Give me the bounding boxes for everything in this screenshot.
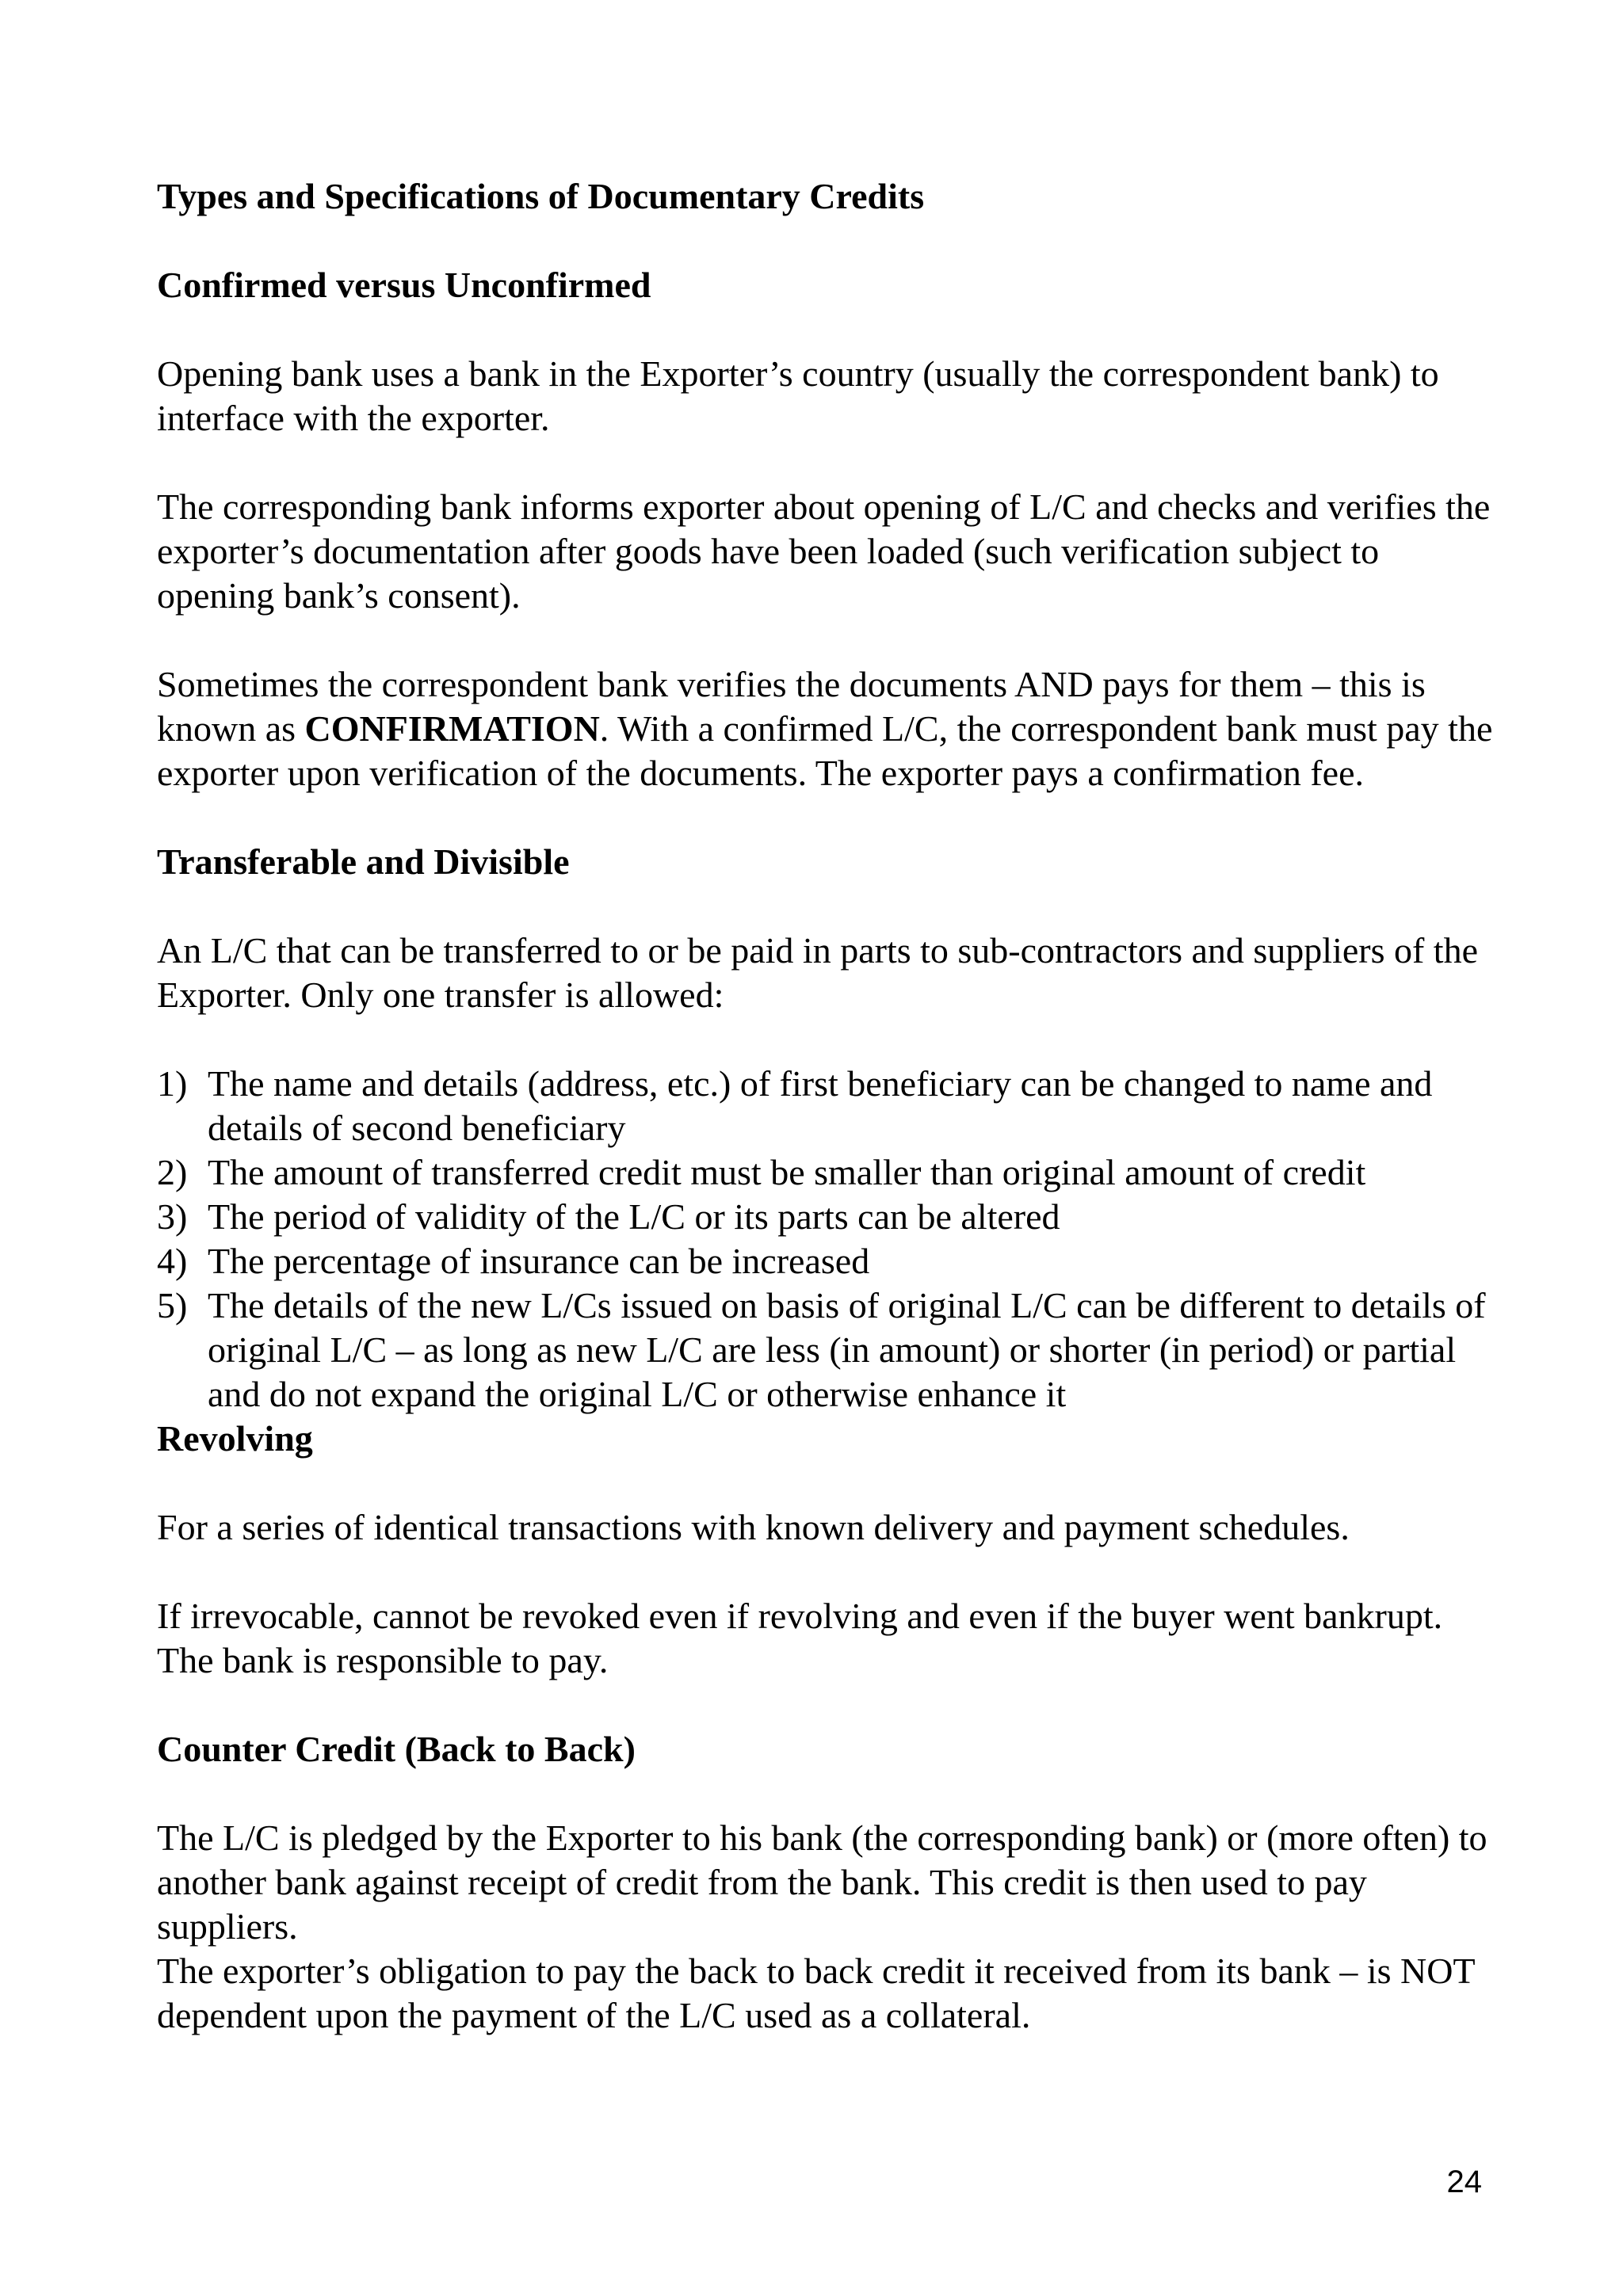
paragraph-confirmed-1: Opening bank uses a bank in the Exporter’s country (usually the correspondent bank) to interface with the exporter. — [157, 353, 1439, 438]
list-item-text: The period of validity of the L/C or its parts can be altered — [208, 1196, 1060, 1237]
list-item-number: 4) — [157, 1241, 188, 1281]
heading-counter-credit: Counter Credit (Back to Back) — [157, 1729, 636, 1769]
list-item-number: 1) — [157, 1063, 188, 1104]
paragraph-counter-1: The L/C is pledged by the Exporter to his bank (the corresponding bank) or (more often) to another bank against receipt of credit from the bank. This credit is then used to pay suppliers. — [157, 1817, 1487, 1947]
list-item — [157, 1150, 1496, 1195]
paragraph-transferable-1: An L/C that can be transferred to or be paid in parts to sub-contractors and suppliers of the Exporter. Only one transfer is allowed: — [157, 930, 1479, 1015]
heading-transferable: Transferable and Divisible — [157, 841, 570, 882]
confirmation-term: CONFIRMATION — [304, 708, 600, 749]
paragraph-confirmed-2: The corresponding bank informs exporter about opening of L/C and checks and verifies the exporter’s documentation after goods have been loaded (such verification subject to opening bank’s consent). — [157, 486, 1491, 616]
list-item — [157, 1195, 1496, 1239]
list-item-text: The details of the new L/Cs issued on basis of original L/C can be different to details of original L/C – as long as new L/C are less (in amount) or shorter (in period) or partial and do not expand the original L/C or otherwise enhance it — [208, 1285, 1486, 1414]
paragraph-revolving-1: For a series of identical transactions with known delivery and payment schedules. — [157, 1507, 1350, 1547]
page-number: 24 — [1446, 2164, 1482, 2199]
heading-confirmed: Confirmed versus Unconfirmed — [157, 265, 651, 305]
list-item-number: 5) — [157, 1285, 188, 1325]
list-item-text: The percentage of insurance can be increased — [208, 1241, 870, 1281]
heading-revolving: Revolving — [157, 1418, 313, 1459]
document-page — [157, 174, 1496, 2038]
list-item-text: The name and details (address, etc.) of first beneficiary can be changed to name and details of second beneficiary — [208, 1063, 1433, 1148]
list-item — [157, 1062, 1496, 1150]
transfer-conditions-list — [157, 1062, 1496, 1417]
paragraph-confirmed-3 — [157, 662, 1496, 795]
list-item — [157, 1239, 1496, 1283]
paragraph-confirmed-3-start: Sometimes the correspondent bank verifies the documents AND pays for them – this is known as — [157, 664, 1426, 749]
list-item — [157, 1283, 1496, 1417]
list-item-text: The amount of transferred credit must be smaller than original amount of credit — [208, 1152, 1366, 1192]
paragraph-revolving-2: If irrevocable, cannot be revoked even if revolving and even if the buyer went bankrupt. The bank is responsible to pay. — [157, 1596, 1443, 1680]
paragraph-counter-2: The exporter’s obligation to pay the back to back credit it received from its bank – is NOT dependent upon the payment of the L/C used as a collateral. — [157, 1951, 1475, 2035]
list-item-number: 2) — [157, 1152, 188, 1192]
list-item-number: 3) — [157, 1196, 188, 1237]
page-title: Types and Specifications of Documentary Credits — [157, 176, 925, 216]
paragraph-confirmed-3-end: . With a confirmed L/C, the correspondent bank must pay the exporter upon verification of the documents. The exporter pays a confirmation fee. — [157, 708, 1493, 793]
